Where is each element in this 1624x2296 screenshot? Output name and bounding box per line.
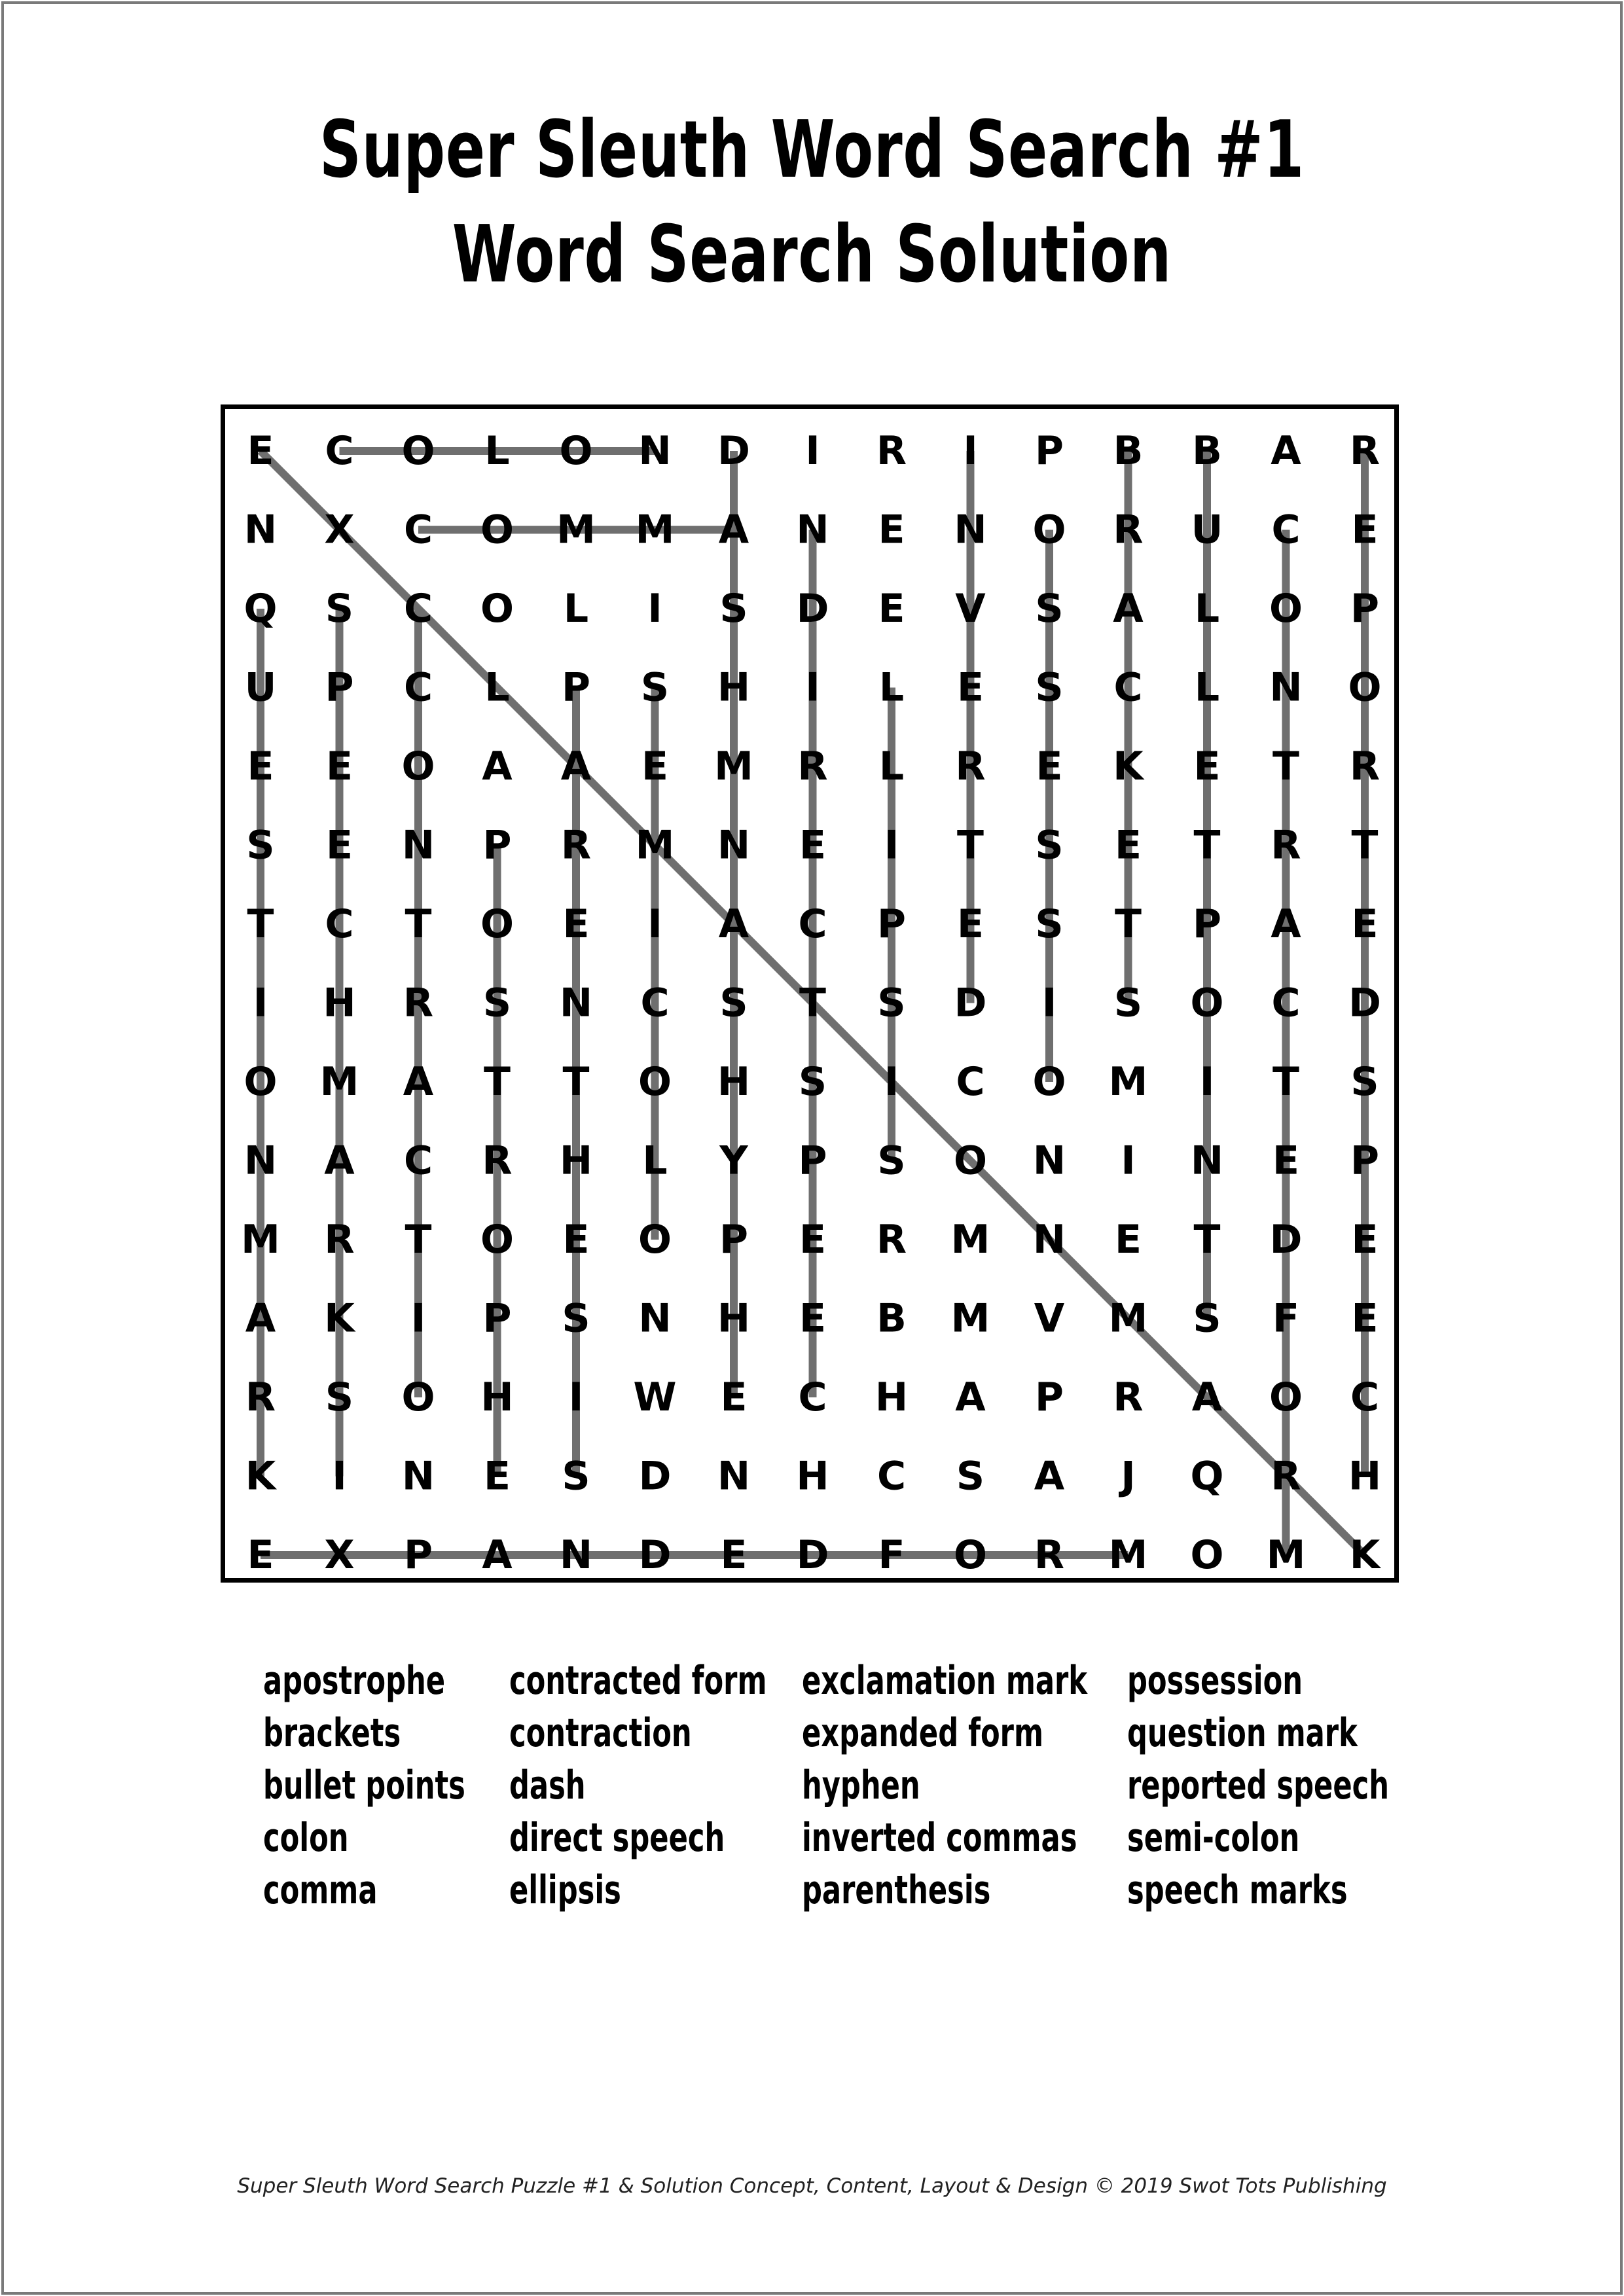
grid-cell-r7-c2: R <box>403 980 434 1026</box>
word-item: inverted commas <box>802 1815 1077 1861</box>
grid-cell-r11-c14: E <box>1351 1295 1379 1342</box>
grid-cell-r12-c0: R <box>245 1374 276 1420</box>
grid-cell-r10-c0: M <box>241 1217 280 1263</box>
grid-cell-r0-c10: P <box>1035 428 1064 474</box>
grid-cell-r0-c9: I <box>963 428 978 474</box>
grid-cell-r5-c2: N <box>401 822 435 869</box>
grid-cell-r2-c2: C <box>403 586 433 632</box>
grid-cell-r2-c4: L <box>563 586 589 632</box>
grid-cell-r14-c1: X <box>324 1532 355 1578</box>
grid-cell-r13-c9: S <box>956 1453 985 1499</box>
grid-cell-r0-c3: L <box>484 428 510 474</box>
grid-cell-r5-c11: E <box>1115 822 1142 869</box>
grid-cell-r11-c5: N <box>638 1295 672 1342</box>
grid-cell-r14-c12: O <box>1190 1532 1224 1578</box>
grid-cell-r11-c1: K <box>324 1295 355 1342</box>
grid-cell-r5-c0: S <box>246 822 275 869</box>
grid-cell-r8-c1: M <box>319 1059 359 1105</box>
grid-cell-r3-c11: C <box>1113 664 1143 711</box>
grid-cell-r14-c11: M <box>1108 1532 1148 1578</box>
grid-cell-r14-c9: O <box>953 1532 988 1578</box>
solution-subtitle: Word Search Solution <box>452 209 1172 300</box>
grid-cell-r9-c12: N <box>1190 1138 1224 1184</box>
word-item: reported speech <box>1127 1763 1390 1808</box>
grid-cell-r8-c8: I <box>884 1059 899 1105</box>
grid-cell-r5-c5: M <box>635 822 675 869</box>
grid-cell-r6-c8: P <box>877 901 906 947</box>
grid-cell-r0-c13: A <box>1271 428 1301 474</box>
grid-cell-r11-c7: E <box>799 1295 826 1342</box>
grid-cell-r0-c12: B <box>1192 428 1222 474</box>
grid-cell-r7-c8: S <box>877 980 906 1026</box>
grid-cell-r1-c11: R <box>1113 507 1144 553</box>
grid-cell-r13-c14: H <box>1348 1453 1382 1499</box>
grid-cell-r2-c11: A <box>1113 586 1144 632</box>
grid-cell-r6-c11: T <box>1115 901 1142 947</box>
word-item: speech marks <box>1127 1867 1348 1913</box>
grid-cell-r10-c10: N <box>1032 1217 1066 1263</box>
grid-cell-r11-c12: S <box>1193 1295 1221 1342</box>
word-item: hyphen <box>802 1763 920 1808</box>
grid-cell-r4-c5: E <box>641 744 668 789</box>
grid-cell-r5-c14: T <box>1351 822 1379 869</box>
grid-cell-r3-c12: L <box>1194 664 1220 711</box>
grid-cell-r5-c10: S <box>1035 822 1064 869</box>
grid-cell-r1-c2: C <box>403 507 433 553</box>
grid-cell-r14-c5: D <box>638 1532 672 1578</box>
grid-cell-r10-c1: R <box>324 1217 355 1263</box>
grid-cell-r10-c6: P <box>719 1217 748 1263</box>
grid-cell-r4-c3: A <box>482 744 513 789</box>
grid-letters <box>241 428 1382 1578</box>
grid-cell-r8-c13: T <box>1272 1059 1299 1105</box>
grid-cell-r8-c6: H <box>717 1059 751 1105</box>
grid-cell-r6-c1: C <box>325 901 354 947</box>
grid-cell-r13-c3: E <box>484 1453 511 1499</box>
grid-cell-r3-c4: P <box>562 664 590 711</box>
grid-cell-r1-c4: M <box>556 507 596 553</box>
grid-cell-r11-c3: P <box>482 1295 512 1342</box>
grid-cell-r6-c0: T <box>247 901 274 947</box>
grid-cell-r8-c10: O <box>1032 1059 1066 1105</box>
grid-cell-r4-c12: E <box>1193 744 1221 789</box>
grid-cell-r14-c13: M <box>1266 1532 1306 1578</box>
grid-cell-r12-c13: O <box>1269 1374 1303 1420</box>
grid-cell-r3-c0: U <box>244 664 277 711</box>
grid-cell-r13-c1: I <box>332 1453 347 1499</box>
grid-cell-r9-c10: N <box>1032 1138 1066 1184</box>
word-item: possession <box>1127 1658 1303 1704</box>
grid-cell-r4-c2: O <box>401 744 435 789</box>
grid-cell-r14-c14: K <box>1349 1532 1380 1578</box>
grid-cell-r10-c5: O <box>638 1217 672 1263</box>
grid-cell-r5-c1: E <box>326 822 353 869</box>
grid-cell-r4-c11: K <box>1113 744 1144 789</box>
grid-cell-r7-c7: T <box>799 980 826 1026</box>
grid-cell-r13-c7: H <box>796 1453 829 1499</box>
grid-cell-r0-c1: C <box>325 428 354 474</box>
word-item: exclamation mark <box>802 1658 1088 1704</box>
grid-cell-r5-c13: R <box>1271 822 1301 869</box>
grid-cell-r8-c7: S <box>798 1059 827 1105</box>
grid-cell-r3-c10: S <box>1035 664 1064 711</box>
grid-cell-r11-c6: H <box>717 1295 751 1342</box>
word-item: expanded form <box>802 1710 1043 1756</box>
grid-cell-r6-c6: A <box>718 901 749 947</box>
grid-cell-r3-c3: L <box>484 664 510 711</box>
grid-cell-r6-c2: T <box>405 901 432 947</box>
grid-cell-r4-c0: E <box>247 744 274 789</box>
grid-cell-r8-c2: A <box>403 1059 434 1105</box>
grid-cell-r5-c12: T <box>1193 822 1221 869</box>
grid-cell-r12-c10: P <box>1035 1374 1064 1420</box>
grid-cell-r0-c4: O <box>559 428 593 474</box>
grid-cell-r8-c5: O <box>638 1059 672 1105</box>
grid-cell-r14-c0: E <box>247 1532 274 1578</box>
grid-cell-r9-c7: P <box>798 1138 827 1184</box>
word-item: ellipsis <box>509 1867 621 1913</box>
grid-cell-r14-c4: N <box>559 1532 593 1578</box>
grid-cell-r7-c12: O <box>1190 980 1224 1026</box>
grid-cell-r10-c8: R <box>876 1217 907 1263</box>
grid-cell-r9-c1: A <box>324 1138 355 1184</box>
grid-canvas <box>225 409 1394 1578</box>
grid-cell-r3-c1: P <box>325 664 354 711</box>
grid-cell-r2-c14: P <box>1350 586 1379 632</box>
puzzle-title: Super Sleuth Word Search #1 <box>319 105 1305 196</box>
word-item: parenthesis <box>802 1867 991 1913</box>
grid-cell-r7-c14: D <box>1348 980 1381 1026</box>
word-item: comma <box>263 1867 378 1913</box>
grid-cell-r13-c11: J <box>1121 1453 1136 1499</box>
grid-cell-r9-c8: S <box>877 1138 906 1184</box>
grid-cell-r9-c5: L <box>642 1138 668 1184</box>
grid-cell-r14-c6: E <box>720 1532 748 1578</box>
grid-cell-r11-c11: M <box>1108 1295 1148 1342</box>
grid-cell-r8-c0: O <box>244 1059 278 1105</box>
grid-cell-r10-c2: T <box>405 1217 432 1263</box>
grid-cell-r0-c6: D <box>717 428 750 474</box>
grid-cell-r3-c6: H <box>717 664 751 711</box>
grid-cell-r10-c12: T <box>1193 1217 1221 1263</box>
grid-cell-r9-c13: E <box>1272 1138 1299 1184</box>
grid-cell-r2-c5: I <box>647 586 662 632</box>
grid-cell-r4-c7: R <box>797 744 828 789</box>
grid-cell-r14-c10: R <box>1034 1532 1065 1578</box>
grid-cell-r12-c9: A <box>955 1374 986 1420</box>
grid-cell-r13-c12: Q <box>1190 1453 1224 1499</box>
grid-cell-r1-c6: A <box>718 507 749 553</box>
grid-cell-r8-c14: S <box>1350 1059 1379 1105</box>
grid-cell-r2-c9: V <box>955 586 986 632</box>
grid-cell-r10-c14: E <box>1351 1217 1379 1263</box>
grid-cell-r0-c11: B <box>1113 428 1144 474</box>
grid-cell-r6-c4: E <box>562 901 590 947</box>
grid-cell-r13-c2: N <box>401 1453 435 1499</box>
grid-cell-r13-c8: C <box>876 1453 907 1499</box>
grid-cell-r13-c13: R <box>1271 1453 1301 1499</box>
word-item: brackets <box>263 1710 401 1756</box>
grid-cell-r4-c9: R <box>955 744 986 789</box>
grid-cell-r10-c11: E <box>1115 1217 1142 1263</box>
grid-cell-r7-c4: N <box>559 980 593 1026</box>
grid-cell-r9-c11: I <box>1121 1138 1136 1184</box>
grid-cell-r14-c8: F <box>878 1532 905 1578</box>
grid-cell-r11-c10: V <box>1034 1295 1065 1342</box>
grid-cell-r14-c2: P <box>404 1532 433 1578</box>
grid-cell-r9-c9: O <box>953 1138 988 1184</box>
grid-cell-r10-c7: E <box>799 1217 826 1263</box>
grid-cell-r8-c9: C <box>956 1059 985 1105</box>
grid-cell-r7-c10: I <box>1041 980 1057 1026</box>
grid-cell-r1-c10: O <box>1032 507 1066 553</box>
grid-cell-r4-c8: L <box>878 744 905 789</box>
grid-cell-r1-c12: U <box>1191 507 1223 553</box>
grid-cell-r1-c14: E <box>1351 507 1379 553</box>
grid-cell-r7-c6: S <box>719 980 748 1026</box>
grid-cell-r0-c2: O <box>401 428 435 474</box>
grid-cell-r9-c3: R <box>482 1138 513 1184</box>
grid-cell-r0-c14: R <box>1349 428 1380 474</box>
grid-cell-r1-c3: O <box>480 507 514 553</box>
grid-cell-r2-c0: Q <box>244 586 278 632</box>
grid-cell-r12-c6: E <box>720 1374 748 1420</box>
copyright-footer: Super Sleuth Word Search Puzzle #1 & Solution Concept, Content, Layout & Design © 2019 Swot Tots Publishing <box>237 2174 1387 2198</box>
grid-cell-r7-c0: I <box>253 980 268 1026</box>
word-item: contracted form <box>509 1658 767 1704</box>
grid-cell-r12-c3: H <box>480 1374 514 1420</box>
grid-cell-r9-c2: C <box>403 1138 433 1184</box>
grid-cell-r2-c13: O <box>1269 586 1303 632</box>
grid-cell-r1-c1: X <box>324 507 355 553</box>
grid-cell-r10-c13: D <box>1269 1217 1303 1263</box>
word-item: direct speech <box>509 1815 725 1861</box>
word-column-1 <box>263 1655 544 1916</box>
grid-cell-r11-c2: I <box>410 1295 426 1342</box>
grid-cell-r4-c6: M <box>714 744 753 789</box>
grid-cell-r1-c8: E <box>878 507 905 553</box>
grid-cell-r2-c6: S <box>719 586 748 632</box>
grid-cell-r9-c6: Y <box>719 1138 748 1184</box>
grid-cell-r0-c0: E <box>247 428 274 474</box>
grid-cell-r14-c3: A <box>482 1532 513 1578</box>
grid-cell-r4-c4: A <box>560 744 592 789</box>
grid-cell-r13-c5: D <box>638 1453 672 1499</box>
grid-cell-r0-c5: N <box>638 428 672 474</box>
grid-cell-r0-c7: I <box>805 428 820 474</box>
grid-cell-r1-c0: N <box>244 507 278 553</box>
word-item: apostrophe <box>263 1658 446 1704</box>
word-search-grid <box>221 404 1399 1583</box>
grid-cell-r12-c4: I <box>568 1374 584 1420</box>
grid-cell-r6-c12: P <box>1193 901 1221 947</box>
grid-cell-r7-c5: C <box>640 980 670 1026</box>
grid-cell-r3-c8: L <box>878 664 905 711</box>
grid-cell-r13-c6: N <box>717 1453 751 1499</box>
grid-cell-r5-c8: I <box>884 822 899 869</box>
grid-cell-r14-c7: D <box>796 1532 829 1578</box>
grid-cell-r1-c13: C <box>1271 507 1301 553</box>
grid-cell-r12-c8: H <box>875 1374 909 1420</box>
grid-cell-r5-c4: R <box>560 822 592 869</box>
grid-cell-r7-c9: D <box>954 980 987 1026</box>
word-item: bullet points <box>263 1763 465 1808</box>
grid-cell-r2-c7: D <box>796 586 829 632</box>
grid-cell-r11-c4: S <box>562 1295 590 1342</box>
grid-cell-r11-c13: F <box>1272 1295 1299 1342</box>
grid-cell-r3-c7: I <box>805 664 820 711</box>
grid-cell-r6-c9: E <box>957 901 984 947</box>
grid-cell-r7-c1: H <box>323 980 356 1026</box>
grid-cell-r4-c10: E <box>1036 744 1063 789</box>
grid-cell-r12-c11: R <box>1113 1374 1144 1420</box>
grid-cell-r10-c4: E <box>562 1217 590 1263</box>
word-item: question mark <box>1127 1710 1358 1756</box>
grid-cell-r6-c7: C <box>798 901 827 947</box>
grid-cell-r2-c8: E <box>878 586 905 632</box>
grid-cell-r2-c1: S <box>325 586 354 632</box>
grid-cell-r12-c7: C <box>798 1374 827 1420</box>
grid-cell-r3-c5: S <box>640 664 670 711</box>
grid-cell-r13-c10: A <box>1034 1453 1065 1499</box>
grid-cell-r12-c14: C <box>1350 1374 1380 1420</box>
grid-cell-r10-c3: O <box>480 1217 514 1263</box>
word-column-4 <box>1127 1655 1491 1916</box>
grid-cell-r5-c7: E <box>799 822 826 869</box>
word-item: semi-colon <box>1127 1815 1300 1861</box>
grid-cell-r13-c0: K <box>245 1453 276 1499</box>
word-item: colon <box>263 1815 349 1861</box>
grid-cell-r8-c3: T <box>484 1059 511 1105</box>
word-list <box>0 1655 1624 1929</box>
grid-cell-r3-c14: O <box>1348 664 1382 711</box>
grid-cell-r1-c5: M <box>635 507 675 553</box>
grid-cell-r13-c4: S <box>562 1453 590 1499</box>
grid-cell-r8-c4: T <box>562 1059 590 1105</box>
grid-cell-r10-c9: M <box>950 1217 990 1263</box>
grid-cell-r11-c9: M <box>950 1295 990 1342</box>
grid-cell-r3-c13: N <box>1269 664 1303 711</box>
grid-cell-r7-c3: S <box>482 980 512 1026</box>
grid-cell-r8-c12: I <box>1199 1059 1215 1105</box>
grid-cell-r11-c0: A <box>245 1295 276 1342</box>
grid-cell-r5-c9: T <box>957 822 984 869</box>
grid-cell-r9-c4: H <box>559 1138 593 1184</box>
grid-cell-r2-c10: S <box>1035 586 1064 632</box>
grid-cell-r5-c3: P <box>482 822 512 869</box>
grid-cell-r9-c14: P <box>1350 1138 1379 1184</box>
grid-cell-r7-c11: S <box>1113 980 1143 1026</box>
grid-cell-r1-c9: N <box>954 507 987 553</box>
grid-cell-r6-c14: E <box>1351 901 1379 947</box>
grid-cell-r0-c8: R <box>876 428 907 474</box>
grid-cell-r8-c11: M <box>1108 1059 1148 1105</box>
grid-cell-r12-c2: O <box>401 1374 435 1420</box>
grid-cell-r1-c7: N <box>796 507 829 553</box>
grid-cell-r12-c1: S <box>325 1374 354 1420</box>
grid-cell-r4-c14: R <box>1349 744 1380 789</box>
grid-cell-r3-c9: E <box>957 664 984 711</box>
grid-cell-r9-c0: N <box>244 1138 278 1184</box>
grid-cell-r7-c13: C <box>1271 980 1301 1026</box>
grid-cell-r6-c5: I <box>647 901 662 947</box>
grid-cell-r11-c8: B <box>876 1295 907 1342</box>
word-item: contraction <box>509 1710 692 1756</box>
grid-cell-r6-c10: S <box>1035 901 1064 947</box>
grid-cell-r6-c3: O <box>480 901 514 947</box>
grid-cell-r2-c12: L <box>1194 586 1220 632</box>
grid-cell-r12-c5: W <box>633 1374 677 1420</box>
grid-cell-r4-c1: E <box>326 744 353 789</box>
grid-cell-r5-c6: N <box>717 822 751 869</box>
word-item: dash <box>509 1763 586 1808</box>
grid-cell-r3-c2: C <box>403 664 433 711</box>
grid-cell-r6-c13: A <box>1271 901 1301 947</box>
grid-cell-r2-c3: O <box>480 586 514 632</box>
grid-cell-r12-c12: A <box>1191 1374 1223 1420</box>
grid-cell-r4-c13: T <box>1272 744 1299 789</box>
